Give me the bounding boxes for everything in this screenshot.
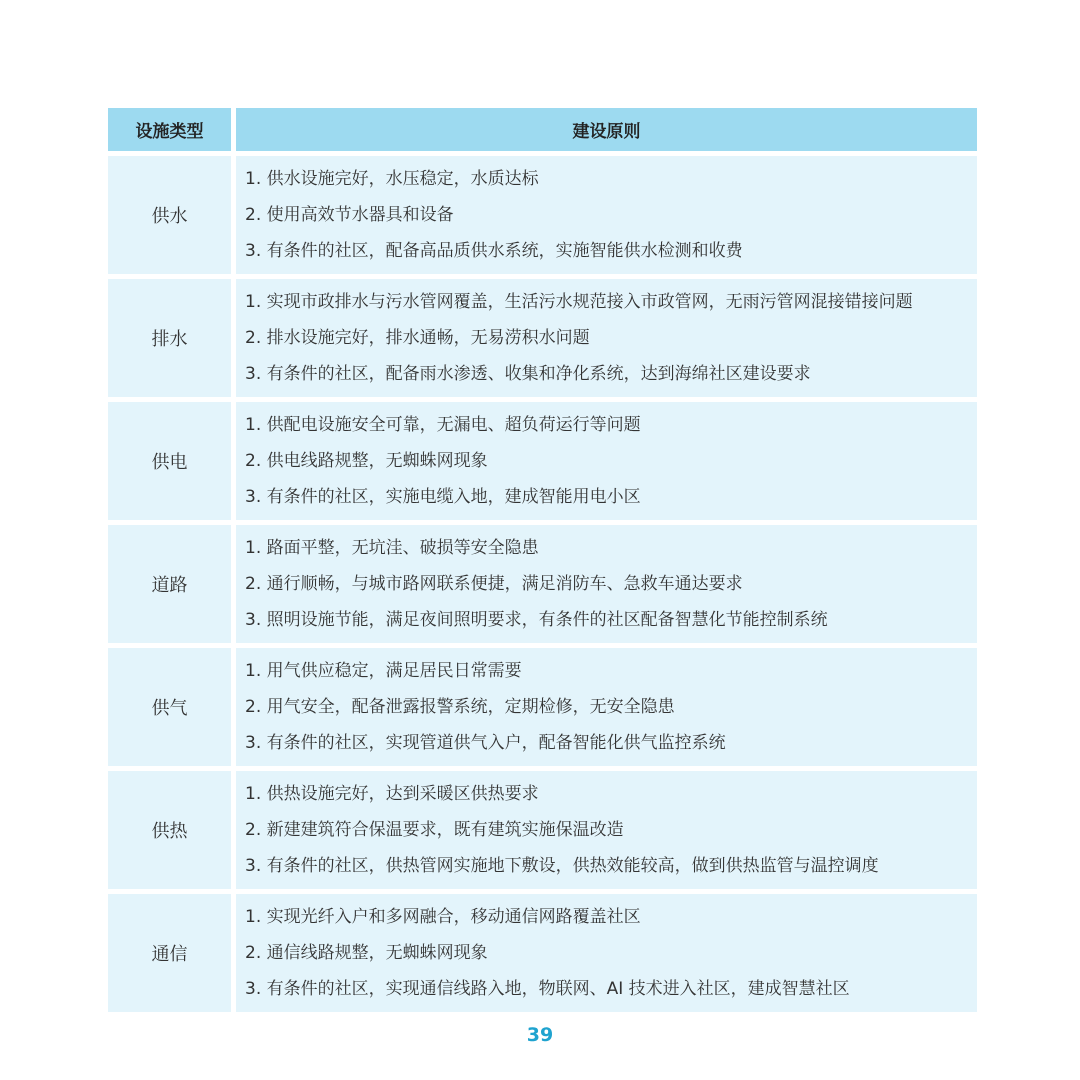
rule-item: 2. 供电线路规整，无蜘蛛网现象 [245,451,488,471]
rule-item: 1. 供热设施完好，达到采暖区供热要求 [245,784,539,804]
page-number: 39 [526,1024,554,1046]
row-type-drainage: 排水 [108,279,231,397]
rule-item: 1. 路面平整，无坑洼、破损等安全隐患 [245,538,539,558]
row-type-communication: 通信 [108,894,231,1012]
row-type-gas-supply: 供气 [108,648,231,766]
header-facility-type: 设施类型 [108,108,231,151]
rule-item: 1. 实现光纤入户和多网融合，移动通信网路覆盖社区 [245,907,641,927]
rule-item: 1. 用气供应稳定，满足居民日常需要 [245,661,522,681]
rule-item: 2. 通信线路规整，无蜘蛛网现象 [245,943,488,963]
rule-item: 3. 有条件的社区，实现通信线路入地，物联网、AI 技术进入社区，建成智慧社区 [245,979,850,999]
rule-item: 1. 实现市政排水与污水管网覆盖，生活污水规范接入市政管网，无雨污管网混接错接问题 [245,292,913,312]
rule-item: 1. 供配电设施安全可靠，无漏电、超负荷运行等问题 [245,415,641,435]
rule-item: 2. 新建建筑符合保温要求，既有建筑实施保温改造 [245,820,624,840]
rule-item: 3. 有条件的社区，配备高品质供水系统，实施智能供水检测和收费 [245,241,743,261]
row-rules-heating [236,771,977,889]
rule-item: 2. 通行顺畅，与城市路网联系便捷，满足消防车、急救车通达要求 [245,574,743,594]
row-type-heating: 供热 [108,771,231,889]
rule-item: 3. 有条件的社区，供热管网实施地下敷设，供热效能较高，做到供热监管与温控调度 [245,856,879,876]
row-rules-water-supply [236,156,977,274]
row-rules-power-supply [236,402,977,520]
row-rules-drainage [236,279,977,397]
row-rules-gas-supply [236,648,977,766]
rule-item: 1. 供水设施完好，水压稳定，水质达标 [245,169,539,189]
rule-item: 3. 有条件的社区，配备雨水渗透、收集和净化系统，达到海绵社区建设要求 [245,364,811,384]
header-construction-principles: 建设原则 [236,108,977,151]
row-type-power-supply: 供电 [108,402,231,520]
row-rules-roads [236,525,977,643]
rule-item: 3. 有条件的社区，实施电缆入地，建成智能用电小区 [245,487,641,507]
rule-item: 2. 使用高效节水器具和设备 [245,205,454,225]
rule-item: 3. 有条件的社区，实现管道供气入户，配备智能化供气监控系统 [245,733,726,753]
row-rules-communication [236,894,977,1012]
rule-item: 2. 排水设施完好，排水通畅，无易涝积水问题 [245,328,590,348]
row-type-water-supply: 供水 [108,156,231,274]
rule-item: 2. 用气安全，配备泄露报警系统，定期检修，无安全隐患 [245,697,675,717]
rule-item: 3. 照明设施节能，满足夜间照明要求，有条件的社区配备智慧化节能控制系统 [245,610,828,630]
facility-construction-table [108,108,977,1012]
row-type-roads: 道路 [108,525,231,643]
